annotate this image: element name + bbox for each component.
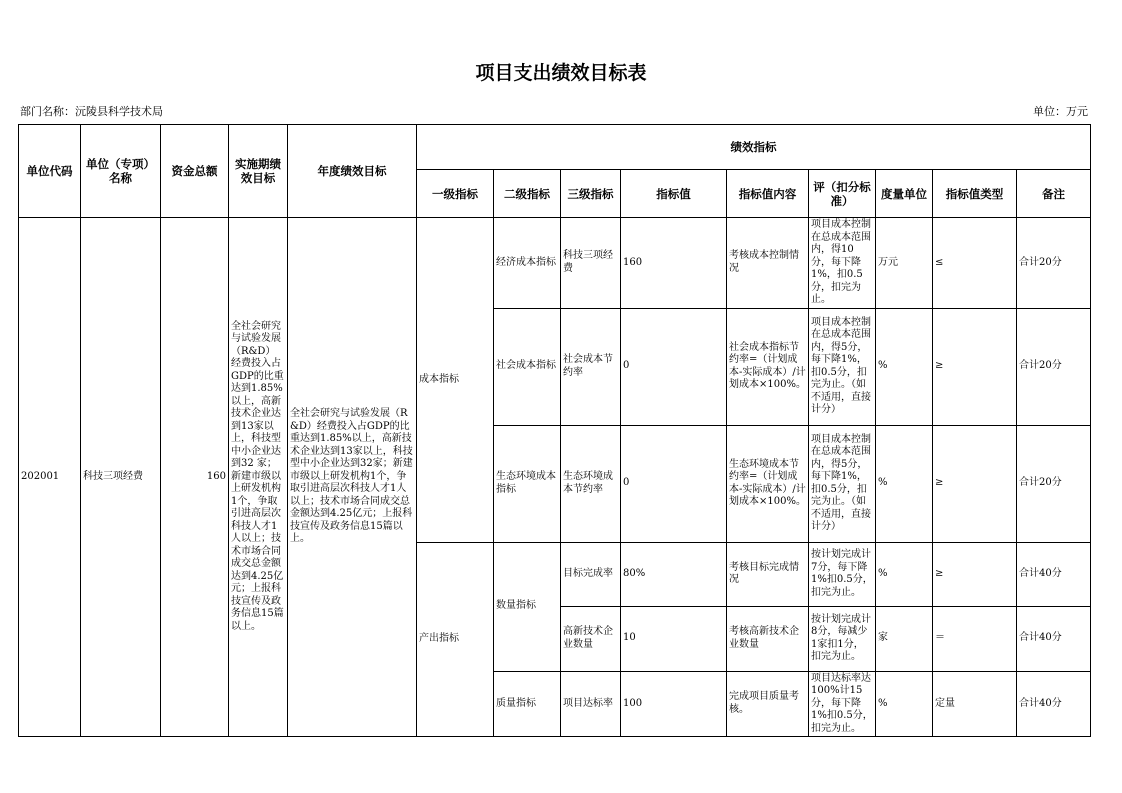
type-cell: ≥ bbox=[933, 542, 1017, 606]
level2-cell: 质量指标 bbox=[494, 671, 561, 737]
header-value-type: 指标值类型 bbox=[933, 170, 1017, 218]
value-cell: 0 bbox=[621, 308, 727, 425]
scoring-cell: 按计划完成计8分，每减少1家扣1分，扣完为止。 bbox=[809, 606, 876, 671]
value-cell: 100 bbox=[621, 671, 727, 737]
remark-cell: 合计40分 bbox=[1017, 542, 1091, 606]
remark-cell: 合计40分 bbox=[1017, 606, 1091, 671]
scoring-cell: 项目成本控制在总成本范围内，得5分，每下降1%，扣0.5分，扣完为止。（如不适用，直接计分） bbox=[809, 425, 876, 542]
level2-quantity: 数量指标 bbox=[494, 542, 561, 671]
scoring-cell: 项目成本控制在总成本范围内，得10分，每下降1%，扣0.5分，扣完为止。 bbox=[809, 218, 876, 309]
unit-cell: 家 bbox=[876, 606, 933, 671]
header-indicator-content: 指标值内容 bbox=[727, 170, 809, 218]
level3-cell: 高新技术企业数量 bbox=[561, 606, 621, 671]
level3-cell: 科技三项经费 bbox=[561, 218, 621, 309]
scoring-cell: 项目成本控制在总成本范围内，得5分，每下降1%，扣0.5分，扣完为止。（如不适用，直接计分） bbox=[809, 308, 876, 425]
header-indicator-value: 指标值 bbox=[621, 170, 727, 218]
unit-cell: % bbox=[876, 308, 933, 425]
unit-cell: % bbox=[876, 671, 933, 737]
remark-cell: 合计20分 bbox=[1017, 308, 1091, 425]
page-title: 项目支出绩效目标表 bbox=[475, 62, 647, 84]
header-total-funds: 资金总额 bbox=[161, 125, 229, 218]
level1-cost: 成本指标 bbox=[417, 218, 494, 543]
content-cell: 考核成本控制情况 bbox=[727, 218, 809, 309]
annual-goal-text: 全社会研究与试验发展（R&D）经费投入占GDP的比重达到1.85%以上，高新技术企业达到13家以上，科技型中小企业达到32家；新建市级以上研发机构1个，争取引进高层次科技人才1人以上；技术市场合同成交总金额达到4.25亿元；上报科技宣传及政务信息15篇以上。 bbox=[288, 218, 417, 737]
level1-output: 产出指标 bbox=[417, 542, 494, 737]
unit-cell: % bbox=[876, 542, 933, 606]
department-name: 部门名称：沅陵县科学技术局 bbox=[20, 105, 163, 118]
level3-cell: 社会成本节约率 bbox=[561, 308, 621, 425]
scoring-cell: 按计划完成计7分，每下降1%扣0.5分，扣完为止。 bbox=[809, 542, 876, 606]
content-cell: 考核目标完成情况 bbox=[727, 542, 809, 606]
header-level2: 二级指标 bbox=[494, 170, 561, 218]
project-total: 160 bbox=[161, 218, 229, 737]
scoring-cell: 项目达标率达100%计15分，每下降1%扣0.5分，扣完为止。 bbox=[809, 671, 876, 737]
remark-cell: 合计20分 bbox=[1017, 218, 1091, 309]
unit-cell: 万元 bbox=[876, 218, 933, 309]
level2-cell: 社会成本指标 bbox=[494, 308, 561, 425]
header-impl-goal: 实施期绩效目标 bbox=[229, 125, 288, 218]
header-remarks: 备注 bbox=[1017, 170, 1091, 218]
unit-label: 单位：万元 bbox=[1033, 105, 1088, 118]
type-cell: ≤ bbox=[933, 218, 1017, 309]
value-cell: 10 bbox=[621, 606, 727, 671]
performance-target-table bbox=[18, 124, 1091, 737]
content-cell: 完成项目质量考核。 bbox=[727, 671, 809, 737]
level3-cell: 项目达标率 bbox=[561, 671, 621, 737]
content-cell: 生态环境成本节约率=（计划成本-实际成本）/计划成本×100%。 bbox=[727, 425, 809, 542]
header-level1: 一级指标 bbox=[417, 170, 494, 218]
header-perf-indicators: 绩效指标 bbox=[417, 125, 1091, 170]
header-measure-unit: 度量单位 bbox=[876, 170, 933, 218]
project-code: 202001 bbox=[19, 218, 81, 737]
level3-cell: 目标完成率 bbox=[561, 542, 621, 606]
remark-cell: 合计40分 bbox=[1017, 671, 1091, 737]
header-annual-goal: 年度绩效目标 bbox=[288, 125, 417, 218]
header-row-1 bbox=[19, 125, 1091, 170]
content-cell: 社会成本指标节约率=（计划成本-实际成本）/计划成本×100%。 bbox=[727, 308, 809, 425]
level2-cell: 生态环境成本指标 bbox=[494, 425, 561, 542]
type-cell: 定量 bbox=[933, 671, 1017, 737]
type-cell: ≥ bbox=[933, 308, 1017, 425]
table-row bbox=[19, 218, 1091, 309]
value-cell: 0 bbox=[621, 425, 727, 542]
remark-cell: 合计20分 bbox=[1017, 425, 1091, 542]
level3-cell: 生态环境成本节约率 bbox=[561, 425, 621, 542]
type-cell: ＝ bbox=[933, 606, 1017, 671]
header-unit-code: 单位代码 bbox=[19, 125, 81, 218]
level2-cell: 经济成本指标 bbox=[494, 218, 561, 309]
value-cell: 160 bbox=[621, 218, 727, 309]
value-cell: 80% bbox=[621, 542, 727, 606]
header-unit-name: 单位（专项）名称 bbox=[81, 125, 161, 218]
unit-cell: % bbox=[876, 425, 933, 542]
project-name: 科技三项经费 bbox=[81, 218, 161, 737]
type-cell: ≥ bbox=[933, 425, 1017, 542]
impl-goal-text: 全社会研究与试验发展（R&D）经费投入占GDP的比重达到1.85%以上，高新技术企业达到13家以上，科技型中小企业达到32 家；新建市级以上研发机构1个，争取引进高层次科技人才1人以上；技术市场合同成交总金额达到4.25亿元；上报科技宣传及政务信息15篇以上。 bbox=[229, 218, 288, 737]
header-level3: 三级指标 bbox=[561, 170, 621, 218]
content-cell: 考核高新技术企业数量 bbox=[727, 606, 809, 671]
header-scoring: 评（扣分标准） bbox=[809, 170, 876, 218]
